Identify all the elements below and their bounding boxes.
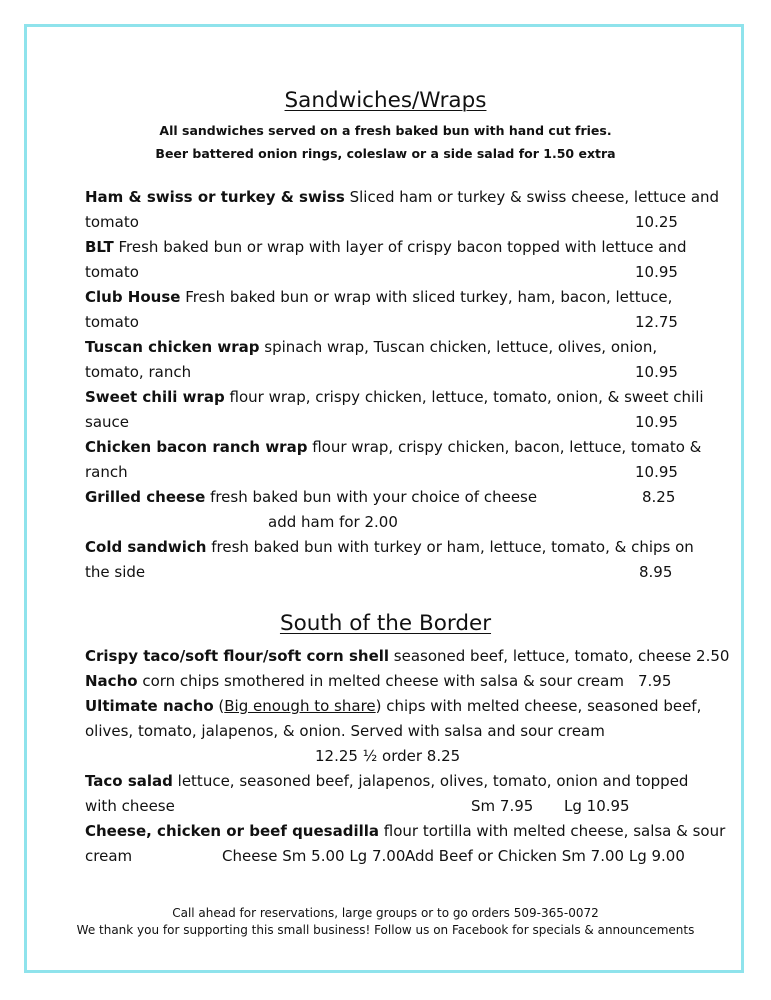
- share-note: Big enough to share: [224, 697, 376, 715]
- item-name: BLT: [85, 238, 114, 256]
- item-price: 8.25: [642, 488, 676, 506]
- menu-item: [85, 438, 701, 456]
- item-desc-cont: tomato: [85, 213, 139, 231]
- item-name: Cold sandwich: [85, 538, 207, 556]
- sandwiches-title: Sandwiches/Wraps: [284, 88, 487, 113]
- item-desc: flour wrap, crispy chicken, bacon, lettuce, tomato &: [307, 438, 702, 456]
- item-name: Cheese, chicken or beef quesadilla: [85, 822, 379, 840]
- menu-item: [85, 538, 694, 556]
- item-price: 10.95: [635, 363, 678, 381]
- menu-item: [85, 488, 537, 506]
- item-name: Crispy taco/soft flour/soft corn shell: [85, 647, 390, 665]
- border-title: South of the Border: [279, 611, 492, 636]
- item-price: 2.50: [696, 647, 730, 665]
- item-price: 10.95: [635, 413, 678, 431]
- item-desc-cont: cream: [85, 847, 133, 865]
- item-price-lg: Lg 10.95: [564, 797, 630, 815]
- menu-item: [85, 338, 657, 356]
- item-name: Tuscan chicken wrap: [85, 338, 260, 356]
- item-desc: Fresh baked bun or wrap with sliced turkey, ham, bacon, lettuce,: [180, 288, 673, 306]
- item-desc-cont: the side: [85, 563, 146, 581]
- item-price-add: Add Beef or Chicken Sm 7.00 Lg 9.00: [405, 847, 685, 865]
- item-desc: flour wrap, crispy chicken, lettuce, tomato, onion, & sweet chili: [224, 388, 704, 406]
- item-price-sm: Sm 7.95: [471, 797, 534, 815]
- menu-item: [85, 188, 719, 206]
- item-name: Sweet chili wrap: [85, 388, 225, 406]
- item-addon: add ham for 2.00: [268, 513, 398, 531]
- menu-item: [85, 238, 686, 256]
- item-name: Nacho: [85, 672, 138, 690]
- menu-item: [85, 388, 704, 406]
- item-price: 8.95: [639, 563, 673, 581]
- item-name: Ultimate nacho: [85, 697, 214, 715]
- item-desc-cont: with cheese: [85, 797, 175, 815]
- footer-contact: Call ahead for reservations, large groups or to go orders 509-365-0072: [172, 906, 599, 920]
- item-name: Grilled cheese: [85, 488, 206, 506]
- item-desc: fresh baked bun with your choice of cheese: [205, 488, 538, 506]
- menu-item: [85, 647, 729, 665]
- item-desc: lettuce, seasoned beef, jalapenos, olives, tomato, onion and topped: [172, 772, 689, 790]
- item-desc: flour tortilla with melted cheese, salsa & sour: [379, 822, 726, 840]
- item-desc-pre: (: [213, 697, 225, 715]
- item-desc: Fresh baked bun or wrap with layer of crispy bacon topped with lettuce and: [113, 238, 687, 256]
- item-price: 12.25 ½ order 8.25: [315, 747, 461, 765]
- item-desc-cont: tomato: [85, 313, 139, 331]
- item-price: 10.25: [635, 213, 678, 231]
- item-name: Ham & swiss or turkey & swiss: [85, 188, 345, 206]
- item-name: Club House: [85, 288, 181, 306]
- item-desc: ) chips with melted cheese, seasoned beef,: [375, 697, 702, 715]
- item-price: 7.95: [638, 672, 672, 690]
- item-price: 10.95: [635, 463, 678, 481]
- item-price: 12.75: [635, 313, 678, 331]
- menu-item: [85, 772, 688, 790]
- item-desc: seasoned beef, lettuce, tomato, cheese: [389, 647, 692, 665]
- item-price-cheese: Cheese Sm 5.00 Lg 7.00: [222, 847, 406, 865]
- item-desc-cont: tomato, ranch: [85, 363, 192, 381]
- item-name: Chicken bacon ranch wrap: [85, 438, 308, 456]
- item-desc-cont: ranch: [85, 463, 128, 481]
- item-desc: spinach wrap, Tuscan chicken, lettuce, olives, onion,: [259, 338, 658, 356]
- item-desc: corn chips smothered in melted cheese with salsa & sour cream: [137, 672, 624, 690]
- menu-item: [85, 288, 672, 306]
- sandwiches-subtitle-1: All sandwiches served on a fresh baked bun with hand cut fries.: [159, 123, 612, 138]
- item-desc-cont: tomato: [85, 263, 139, 281]
- footer-thanks: We thank you for supporting this small business! Follow us on Facebook for specials & announcements: [76, 923, 695, 937]
- menu-item: [85, 697, 701, 715]
- menu-item: [85, 822, 725, 840]
- item-desc: fresh baked bun with turkey or ham, lettuce, tomato, & chips on: [206, 538, 694, 556]
- menu-item: [85, 672, 624, 690]
- item-desc: Sliced ham or turkey & swiss cheese, lettuce and: [344, 188, 720, 206]
- sandwiches-subtitle-2: Beer battered onion rings, coleslaw or a side salad for 1.50 extra: [155, 146, 616, 161]
- item-desc-cont: olives, tomato, jalapenos, & onion. Served with salsa and sour cream: [85, 722, 605, 740]
- item-price: 10.95: [635, 263, 678, 281]
- item-name: Taco salad: [85, 772, 173, 790]
- item-desc-cont: sauce: [85, 413, 129, 431]
